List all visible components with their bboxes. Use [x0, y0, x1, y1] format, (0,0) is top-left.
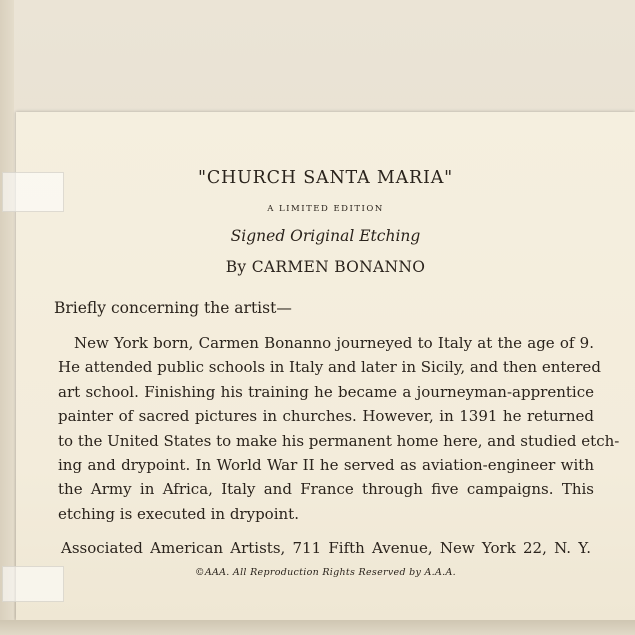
bio-line: New York born, Carmen Bonanno journeyed to Italy at the age of 9. — [74, 334, 594, 352]
byline-by: By — [225, 258, 247, 276]
bio-line: to the United States to make his permanent home here, and studied etch- — [58, 431, 620, 450]
edition-label: A LIMITED EDITION — [267, 204, 384, 214]
tape-strip — [2, 566, 64, 602]
bio-line: ing and drypoint. In World War II he served as aviation-engineer with — [58, 456, 594, 475]
artist-biography — [58, 331, 620, 526]
copyright-notice: ©AAA. All Reproduction Rights Reserved by A.A.A. — [195, 567, 456, 578]
tape-strip — [2, 172, 64, 212]
artist-byline — [16, 258, 635, 276]
bio-line: art school. Finishing his training he became a journeyman-apprentice — [58, 382, 594, 401]
backing-fold — [0, 0, 14, 635]
printed-card — [16, 112, 635, 620]
etching-title: "CHURCH SANTA MARIA" — [197, 168, 454, 188]
card-bottom-edge — [0, 620, 635, 635]
publisher-address: Associated American Artists, 711 Fifth Avenue, New York 22, N. Y. — [61, 539, 591, 557]
bio-line: painter of sacred pictures in churches. However, in 1391 he returned — [58, 407, 594, 426]
bio-line: He attended public schools in Italy and later in Sicily, and then entered — [58, 358, 601, 377]
bio-line: the Army in Africa, Italy and France through five campaigns. This — [58, 480, 594, 499]
subtitle: Signed Original Etching — [230, 227, 421, 245]
bio-line: etching is executed in drypoint. — [58, 504, 299, 523]
artist-name: CARMEN BONANNO — [251, 258, 426, 276]
intro-heading: Briefly concerning the artist— — [54, 299, 292, 317]
